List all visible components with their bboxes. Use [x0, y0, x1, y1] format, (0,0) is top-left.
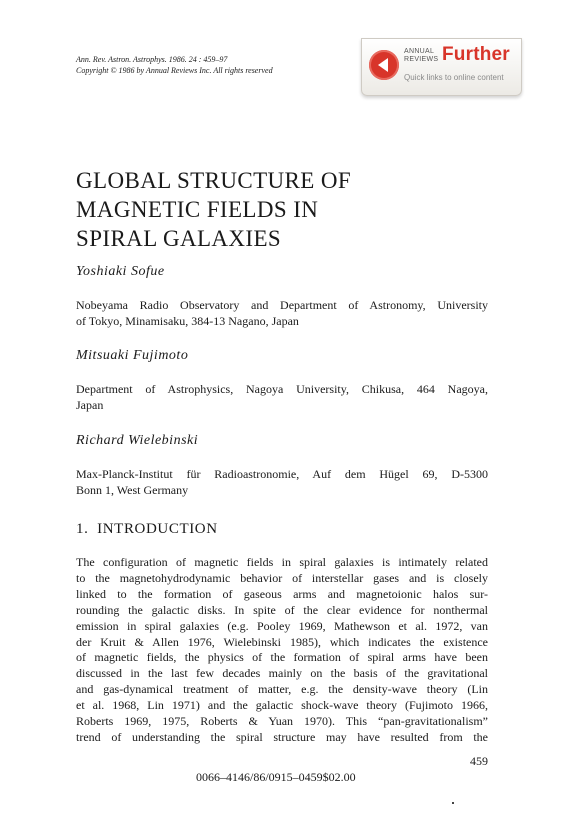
title-line: SPIRAL GALAXIES	[76, 226, 282, 251]
author-name: Yoshiaki Sofue	[76, 264, 165, 279]
body-line: to the magnetohydrodynamic behavior of interstellar gases and is closely	[76, 570, 488, 585]
section-title: INTRODUCTION	[97, 521, 218, 537]
body-paragraph	[76, 555, 488, 746]
body-line: rounding the galactic disks. In spite of the clear evidence for nonthermal	[76, 602, 488, 617]
annual-reviews-further-badge[interactable]	[361, 38, 522, 96]
article-code: 0066–4146/86/0915–0459$02.00	[196, 770, 356, 784]
affiliation-line: Max-Planck-Institut für Radioastronomie, Auf dem Hügel 69, D-5300	[76, 467, 488, 481]
badge-further-word: Further	[442, 44, 510, 65]
affiliation-line: Bonn 1, West Germany	[76, 483, 189, 497]
author-affiliation	[76, 381, 488, 413]
section-number: 1.	[76, 521, 89, 537]
journal-citation	[76, 54, 273, 76]
affiliation-line: Department of Astrophysics, Nagoya University, Chikusa, 464 Nagoya,	[76, 382, 488, 396]
body-line: of magnetic fields, the physics of the formation of spiral arms have been	[76, 650, 488, 665]
page-number: 459	[470, 754, 488, 768]
body-line: discussed in the last few decades mainly on the basis of the gravitational	[76, 666, 488, 681]
section-heading	[76, 521, 218, 538]
body-line: Roberts 1969, 1975, Roberts & Yuan 1970). This “pan-gravitationalism”	[76, 714, 488, 729]
affiliation-line: of Tokyo, Minamisaku, 384-13 Nagano, Japan	[76, 314, 299, 328]
body-line: emission in spiral galaxies (e.g. Pooley 1969, Mathewson et al. 1972, van	[76, 618, 488, 633]
badge-annual-reviews-label	[404, 48, 438, 64]
title-line: GLOBAL STRUCTURE OF	[76, 168, 352, 193]
play-arrow-icon	[369, 50, 399, 80]
badge-reviews-text: REVIEWS	[404, 56, 439, 63]
badge-annual-text: ANNUAL	[404, 48, 435, 55]
journal-citation-line: Ann. Rev. Astron. Astrophys. 1986. 24 : 459–97	[76, 55, 228, 64]
scan-speck	[452, 802, 454, 804]
copyright-line: Copyright © 1986 by Annual Reviews Inc. All rights reserved	[76, 66, 273, 75]
body-line: The configuration of magnetic fields in spiral galaxies is intimately related	[76, 555, 488, 569]
author-affiliation	[76, 466, 488, 498]
body-line: and gas-dynamical treatment of matter, e.g. the density-wave theory (Lin	[76, 682, 488, 697]
author-affiliation	[76, 297, 488, 329]
affiliation-line: Japan	[76, 398, 104, 412]
article-title	[76, 166, 351, 253]
body-line: trend of understanding the spiral structure may have resulted from the	[76, 729, 488, 744]
author-name: Richard Wielebinski	[76, 433, 199, 448]
title-line: MAGNETIC FIELDS IN	[76, 197, 319, 222]
body-line: et al. 1968, Lin 1971) and the galactic shock-wave theory (Fujimoto 1966,	[76, 698, 488, 713]
body-line: linked to the formation of gaseous arms and magnetoionic halos sur-	[76, 586, 488, 601]
affiliation-line: Nobeyama Radio Observatory and Department of Astronomy, University	[76, 298, 488, 312]
badge-subtitle: Quick links to online content	[404, 73, 504, 82]
body-line: der Kruit & Allen 1976, Wielebinski 1985), which indicates the existence	[76, 634, 488, 649]
author-name: Mitsuaki Fujimoto	[76, 348, 189, 363]
